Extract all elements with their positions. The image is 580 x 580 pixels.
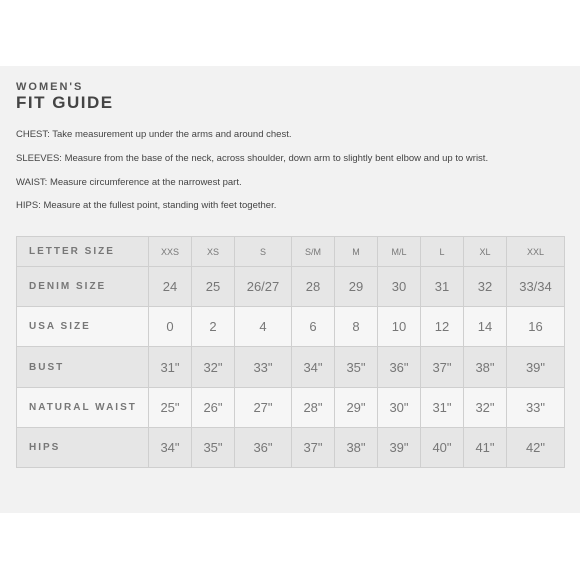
row-hips bbox=[17, 427, 565, 467]
table-cell: 36" bbox=[378, 347, 421, 387]
table-cell: XXS bbox=[149, 237, 192, 267]
row-natural-waist bbox=[17, 387, 565, 427]
heading-womens: WOMEN'S bbox=[16, 81, 84, 93]
table-cell: 37" bbox=[421, 347, 464, 387]
table-cell: XL bbox=[464, 237, 507, 267]
table-cell: 26/27 bbox=[235, 267, 292, 307]
table-cell: 25 bbox=[192, 267, 235, 307]
size-chart-table bbox=[16, 236, 565, 468]
table-cell: 2 bbox=[192, 307, 235, 347]
table-cell: M bbox=[335, 237, 378, 267]
table-cell: 4 bbox=[235, 307, 292, 347]
table-cell: 37" bbox=[292, 427, 335, 467]
table-cell: 35" bbox=[192, 427, 235, 467]
table-cell: 33/34 bbox=[507, 267, 565, 307]
row-label: BUST bbox=[17, 347, 149, 387]
table-cell: 30 bbox=[378, 267, 421, 307]
note-waist: WAIST: Measure circumference at the narrowest part. bbox=[16, 177, 242, 188]
table-cell: XS bbox=[192, 237, 235, 267]
table-cell: 26" bbox=[192, 387, 235, 427]
table-cell: 38" bbox=[464, 347, 507, 387]
table-cell: 29" bbox=[335, 387, 378, 427]
table-cell: 14 bbox=[464, 307, 507, 347]
table-cell: 39" bbox=[507, 347, 565, 387]
table-cell: 33" bbox=[235, 347, 292, 387]
table-cell: L bbox=[421, 237, 464, 267]
table-cell: 12 bbox=[421, 307, 464, 347]
row-label: DENIM SIZE bbox=[17, 267, 149, 307]
row-label: LETTER SIZE bbox=[17, 237, 149, 267]
table-cell: 30" bbox=[378, 387, 421, 427]
note-hips: HIPS: Measure at the fullest point, standing with feet together. bbox=[16, 200, 277, 211]
table-cell: 34" bbox=[292, 347, 335, 387]
table-cell: 31 bbox=[421, 267, 464, 307]
table-cell: 38" bbox=[335, 427, 378, 467]
row-label: HIPS bbox=[17, 427, 149, 467]
table-cell: 35" bbox=[335, 347, 378, 387]
table-cell: 28" bbox=[292, 387, 335, 427]
table-cell: 39" bbox=[378, 427, 421, 467]
row-letter-size bbox=[17, 237, 565, 267]
row-usa-size bbox=[17, 307, 565, 347]
table-cell: S/M bbox=[292, 237, 335, 267]
table-cell: 32" bbox=[192, 347, 235, 387]
table-cell: 31" bbox=[149, 347, 192, 387]
note-sleeves: SLEEVES: Measure from the base of the neck, across shoulder, down arm to slightly bent elbow and up to wrist. bbox=[16, 153, 489, 164]
table-cell: 32 bbox=[464, 267, 507, 307]
table-cell: 27" bbox=[235, 387, 292, 427]
table-cell: 33" bbox=[507, 387, 565, 427]
table-cell: 0 bbox=[149, 307, 192, 347]
table-cell: 32" bbox=[464, 387, 507, 427]
table-cell: 29 bbox=[335, 267, 378, 307]
table-cell: M/L bbox=[378, 237, 421, 267]
table-cell: 24 bbox=[149, 267, 192, 307]
table-cell: S bbox=[235, 237, 292, 267]
table-cell: 31" bbox=[421, 387, 464, 427]
table-cell: 8 bbox=[335, 307, 378, 347]
table-cell: 42" bbox=[507, 427, 565, 467]
table-cell: 34" bbox=[149, 427, 192, 467]
table-cell: XXL bbox=[507, 237, 565, 267]
table-cell: 16 bbox=[507, 307, 565, 347]
table-cell: 25" bbox=[149, 387, 192, 427]
table-cell: 41" bbox=[464, 427, 507, 467]
row-bust bbox=[17, 347, 565, 387]
note-chest: CHEST: Take measurement up under the arms and around chest. bbox=[16, 129, 292, 140]
table-cell: 10 bbox=[378, 307, 421, 347]
table-cell: 40" bbox=[421, 427, 464, 467]
table-cell: 6 bbox=[292, 307, 335, 347]
table-cell: 36" bbox=[235, 427, 292, 467]
heading-fit-guide: FIT GUIDE bbox=[16, 93, 114, 112]
row-label: USA SIZE bbox=[17, 307, 149, 347]
row-denim-size bbox=[17, 267, 565, 307]
table-cell: 28 bbox=[292, 267, 335, 307]
row-label: NATURAL WAIST bbox=[17, 387, 149, 427]
